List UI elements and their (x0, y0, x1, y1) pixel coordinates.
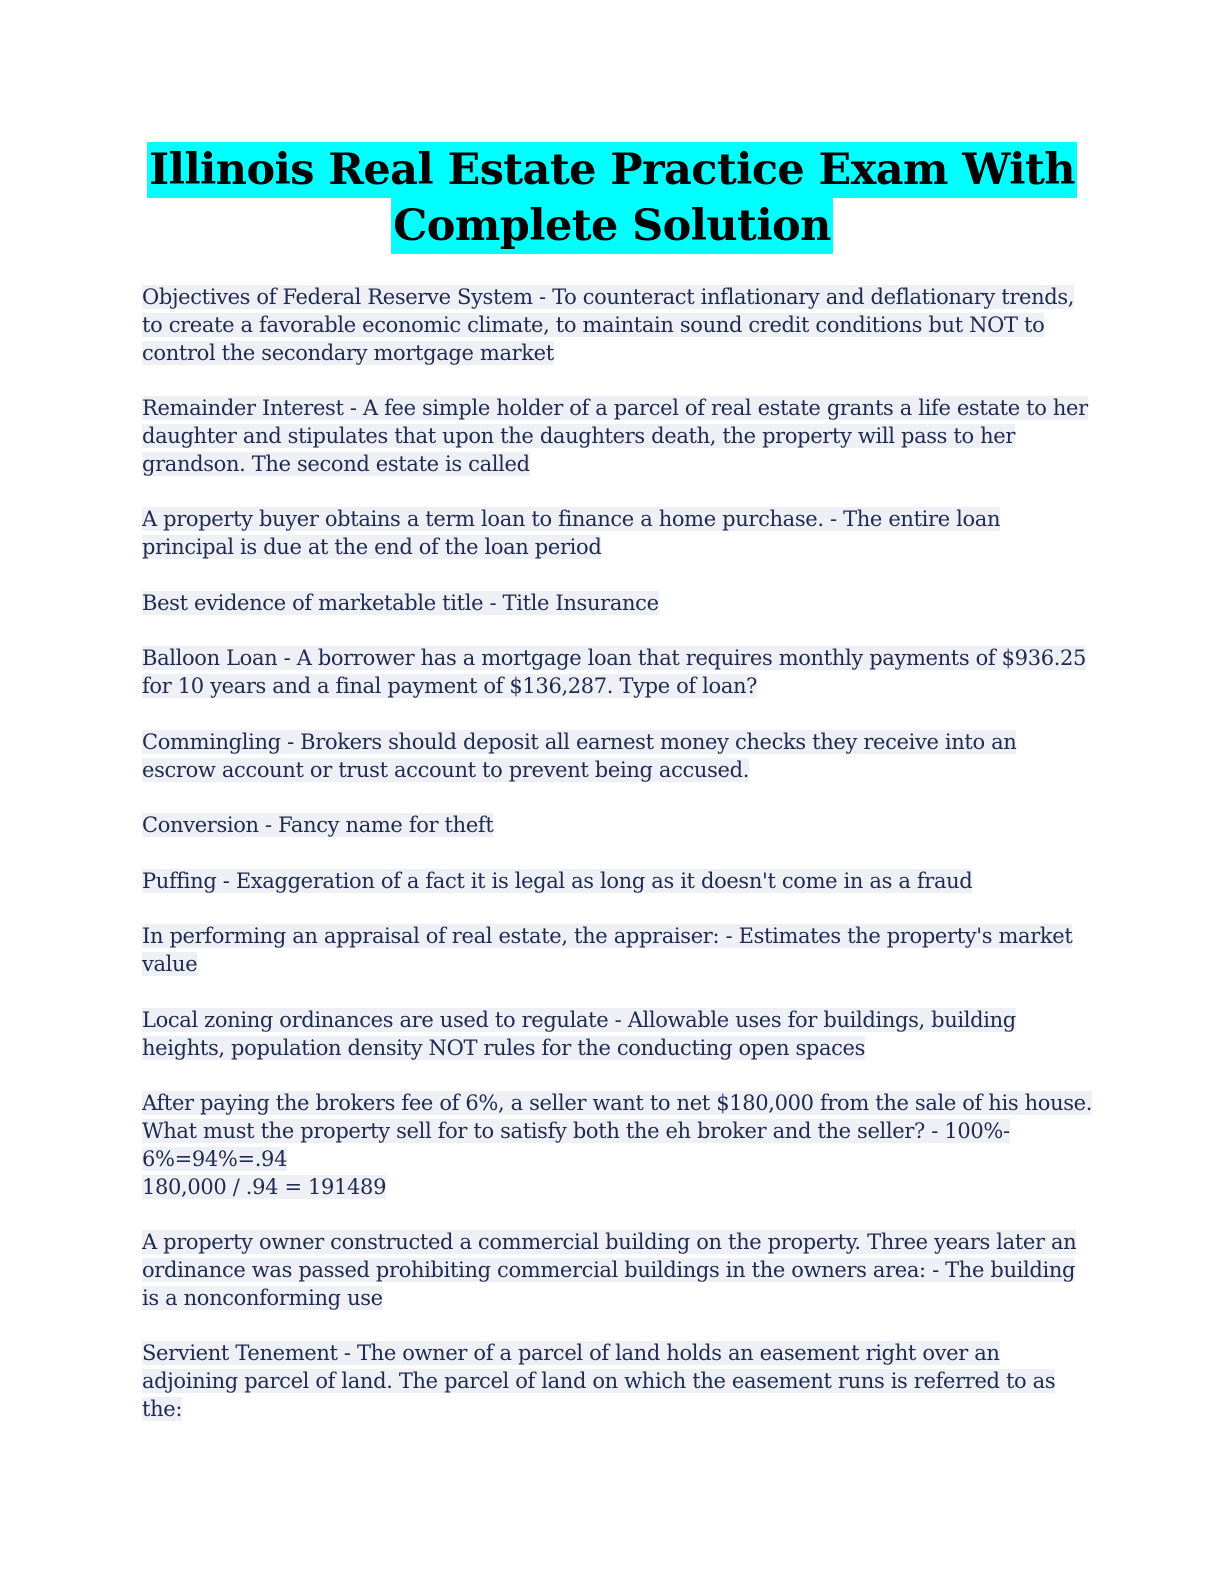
qa-entry (142, 1229, 1082, 1312)
title-line: Complete Solution (391, 198, 833, 254)
qa-line: for 10 years and a final payment of $136,287. Type of loan? (142, 674, 758, 699)
qa-line: Local zoning ordinances are used to regulate - Allowable uses for buildings, building (142, 1007, 1016, 1032)
qa-line: adjoining parcel of land. The parcel of land on which the easement runs is referred to as (142, 1369, 1056, 1394)
qa-list (142, 284, 1093, 1451)
qa-entry (142, 645, 1087, 701)
qa-line: daughter and stipulates that upon the daughters death, the property will pass to her (142, 423, 1016, 448)
qa-line: Conversion - Fancy name for theft (142, 813, 494, 838)
qa-line: grandson. The second estate is called (142, 451, 530, 476)
qa-entry (142, 590, 1082, 618)
qa-line: the: (142, 1396, 183, 1421)
title-line: Illinois Real Estate Practice Exam With (147, 142, 1077, 198)
qa-line: principal is due at the end of the loan period (142, 535, 602, 560)
qa-entry (142, 1090, 1093, 1201)
qa-entry (142, 868, 1082, 896)
qa-line: ordinance was passed prohibiting commercial buildings in the owners area: - The building (142, 1257, 1076, 1282)
qa-line: control the secondary mortgage market (142, 340, 554, 365)
qa-entry (142, 506, 1082, 562)
qa-line: value (142, 952, 198, 977)
qa-line: Balloon Loan - A borrower has a mortgage loan that requires monthly payments of $936.25 (142, 646, 1087, 671)
qa-entry (142, 729, 1082, 785)
qa-line: After paying the brokers fee of 6%, a seller want to net $180,000 from the sale of his house. (142, 1091, 1093, 1116)
qa-entry (142, 284, 1082, 367)
qa-entry (142, 1340, 1082, 1423)
qa-entry (142, 1007, 1082, 1063)
document-title (0, 142, 1224, 254)
qa-line: is a nonconforming use (142, 1285, 383, 1310)
qa-line: Commingling - Brokers should deposit all earnest money checks they receive into an (142, 729, 1017, 754)
qa-line: heights, population density NOT rules for the conducting open spaces (142, 1035, 866, 1060)
qa-line: A property owner constructed a commercial building on the property. Three years later an (142, 1230, 1077, 1255)
qa-line: 180,000 / .94 = 191489 (142, 1174, 387, 1199)
qa-line: 6%=94%=.94 (142, 1146, 288, 1171)
qa-entry (142, 812, 1082, 840)
qa-line: Remainder Interest - A fee simple holder of a parcel of real estate grants a life estate to her (142, 396, 1088, 421)
qa-entry (142, 923, 1082, 979)
qa-line: A property buyer obtains a term loan to finance a home purchase. - The entire loan (142, 507, 1001, 532)
qa-line: Puffing - Exaggeration of a fact it is legal as long as it doesn't come in as a fraud (142, 868, 973, 893)
qa-line: to create a favorable economic climate, to maintain sound credit conditions but NOT to (142, 312, 1045, 337)
qa-line: What must the property sell for to satisfy both the eh broker and the seller? - 100%- (142, 1118, 1010, 1143)
qa-line: Objectives of Federal Reserve System - To counteract inflationary and deflationary trends, (142, 285, 1075, 309)
qa-entry (142, 395, 1088, 478)
qa-line: Best evidence of marketable title - Title Insurance (142, 590, 659, 615)
qa-line: escrow account or trust account to prevent being accused. (142, 757, 750, 782)
qa-line: Servient Tenement - The owner of a parcel of land holds an easement right over an (142, 1341, 1000, 1366)
qa-line: In performing an appraisal of real estate, the appraiser: - Estimates the property's market (142, 924, 1073, 949)
